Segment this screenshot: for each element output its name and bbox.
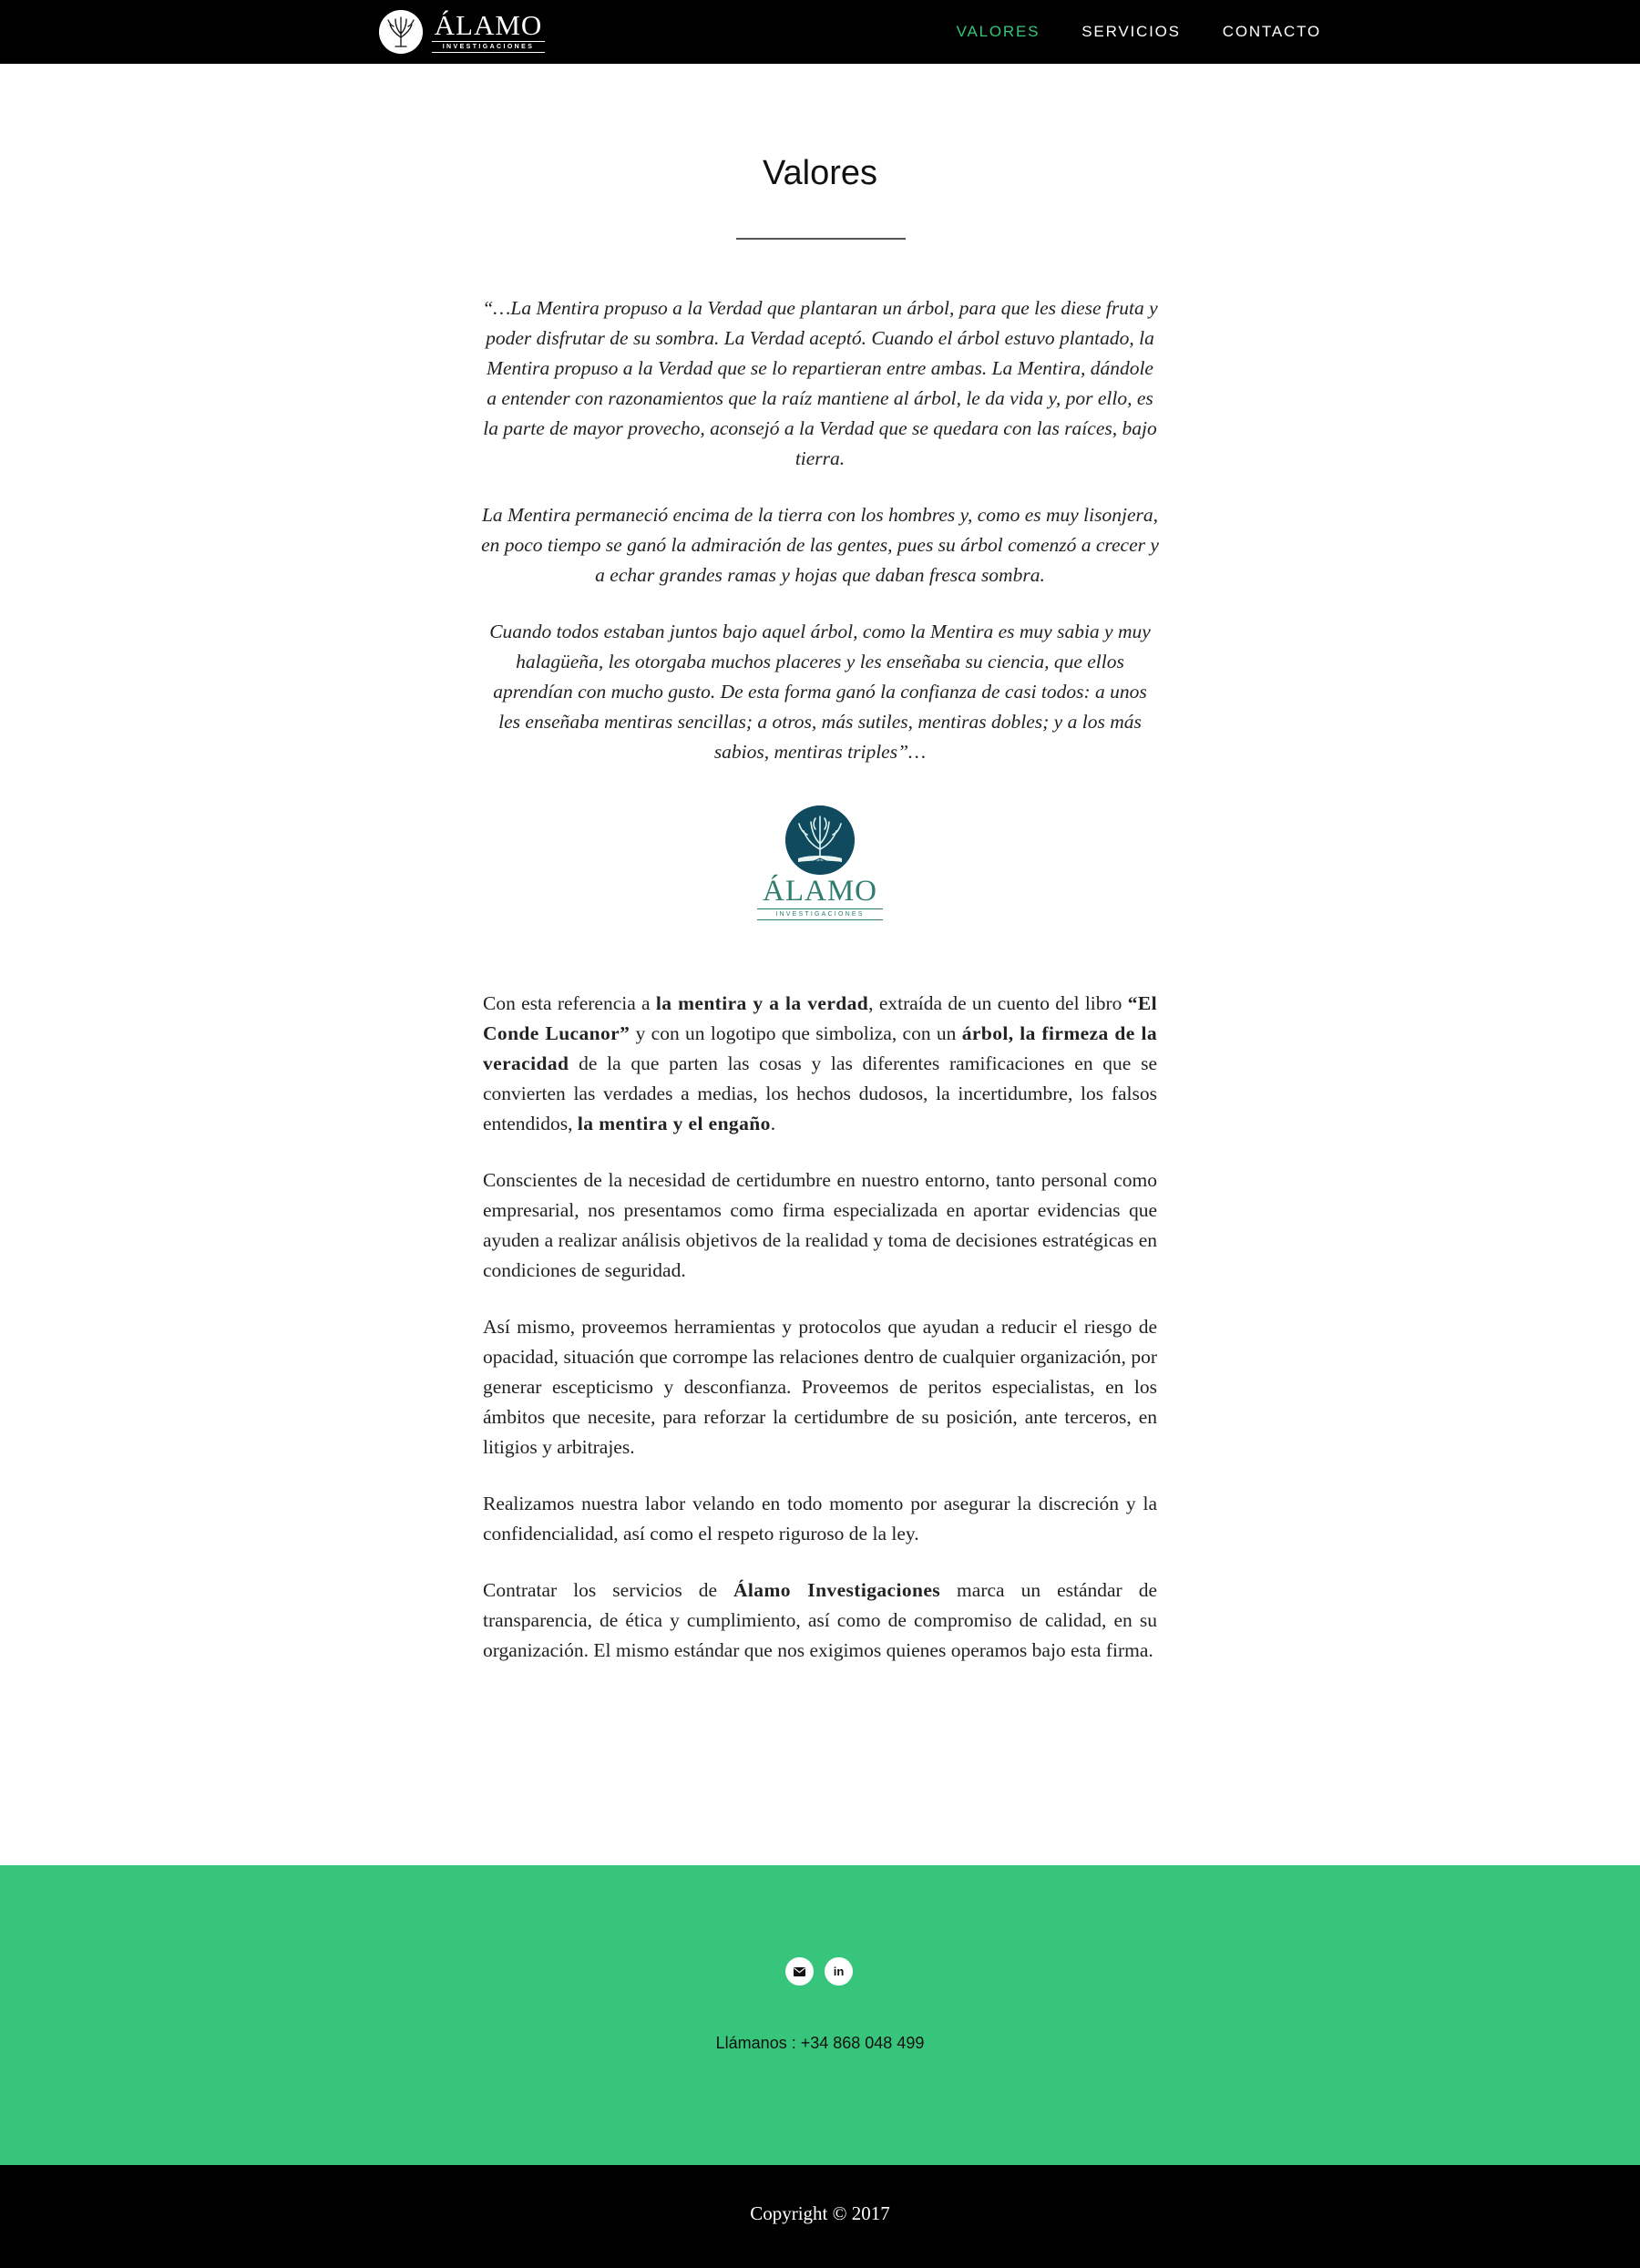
main-nav [915, 0, 1321, 64]
text-fragment: marca un estándar de transparencia, de ética y cumplimiento, así como de compromiso de calidad, en su organización. El mismo estándar que nos exigimos quienes operamos bajo esta firma. [483, 1579, 1157, 1661]
bold-fragment: “El Conde Lucanor” [483, 992, 1157, 1044]
center-logo-rule [757, 908, 883, 909]
body-paragraph-4: Realizamos nuestra labor velando en todo momento por asegurar la discreción y la confidencialidad, así como el respeto riguroso de la ley. [483, 1493, 1157, 1544]
linkedin-icon: in [833, 1965, 845, 1978]
center-logo-subtitle: INVESTIGACIONES [775, 911, 865, 918]
text-fragment: , extraída de un cuento del libro [868, 992, 1128, 1014]
brand-rule-bottom [432, 52, 545, 53]
brand-wordmark [432, 8, 545, 53]
mail-icon [794, 1967, 805, 1976]
text-fragment: . [770, 1113, 776, 1134]
quote-paragraph-3: Cuando todos estaban juntos bajo aquel árbol, como la Mentira es muy sabia y muy halagüeña, les otorgaba muchos placeres y les enseñaba su ciencia, que ellos aprendían con mucho gusto. De esta forma ganó la confianza de casi todos: a unos les enseñaba mentiras sencillas; a otros, más sutiles, mentiras dobles; y a los más sabios, mentiras triples”… [489, 621, 1151, 763]
text-fragment: Con esta referencia a [483, 992, 656, 1014]
center-logo-name: ÁLAMO [763, 875, 877, 908]
quote-paragraph-2: La Mentira permaneció encima de la tierra con los hombres y, como es muy lisonjera, en poco tiempo se ganó la admiración de las gentes, pues su árbol comenzó a crecer y a echar grandes ramas y hojas que daban fresca sombra. [481, 504, 1159, 586]
tree-emblem-icon [785, 806, 855, 875]
text-fragment: y con un logotipo que simboliza, con un [630, 1022, 962, 1044]
bold-fragment: Álamo Investigaciones [733, 1579, 941, 1601]
nav-item-servicios[interactable]: SERVICIOS [1081, 23, 1181, 40]
values-body [483, 989, 1157, 1692]
text-fragment: Contratar los servicios de [483, 1579, 733, 1601]
bold-fragment: la mentira y a la verdad [655, 992, 869, 1014]
quote-paragraph-1: “…La Mentira propuso a la Verdad que plantaran un árbol, para que les diese fruta y poder disfrutar de su sombra. La Verdad aceptó. Cuando el árbol estuvo plantado, la Mentira propuso a la Verdad que se lo repartieran entre ambas. La Mentira, dándole a entender con razonamientos que la raíz mantiene al árbol, le da vida y, por ello, es la parte de mayor provecho, aconsejó a la Verdad que se quedara con las raíces, bajo tierra. [482, 297, 1158, 469]
quote-block [481, 293, 1159, 794]
phone-contact: Llámanos : +34 868 048 499 [715, 2034, 925, 2052]
brand-subtitle: INVESTIGACIONES [442, 43, 535, 50]
center-logo [747, 806, 893, 933]
center-logo-rule-bottom [757, 919, 883, 920]
mail-link[interactable] [785, 1957, 814, 1986]
body-paragraph-5 [483, 1575, 1157, 1666]
bold-fragment: la mentira y el engaño [577, 1113, 771, 1134]
bold-fragment: árbol, la firmeza de la veracidad [483, 1022, 1157, 1074]
tree-logo-icon [379, 10, 423, 54]
title-divider [736, 238, 906, 240]
body-paragraph-3: Así mismo, proveemos herramientas y protocolos que ayudan a reducir el riesgo de opacidad, situación que corrompe las relaciones dentro de cualquier organización, por generar escepticismo y desconfianza. Proveemos de peritos especialistas, en los ámbitos que necesite, para reforzar la certidumbre de su posición, ante terceros, en litigios y arbitrajes. [483, 1316, 1157, 1458]
footer-contact-band [0, 1865, 1640, 2165]
brand-name: ÁLAMO [434, 8, 543, 41]
body-paragraph-2: Conscientes de la necesidad de certidumbre en nuestro entorno, tanto personal como empresarial, nos presentamos como firma especializada en aportar evidencias que ayuden a realizar análisis objetivos de la realidad y toma de decisiones estratégicas en condiciones de seguridad. [483, 1169, 1157, 1281]
site-header [0, 0, 1640, 64]
body-paragraph-1 [483, 989, 1157, 1139]
social-links [785, 1957, 864, 1986]
text-fragment: de la que parten las cosas y las diferentes ramificaciones en que se convierten las verdades a medias, los hechos dudosos, la incertidumbre, los falsos entendidos, [483, 1052, 1157, 1134]
copyright-text: Copyright © 2017 [750, 2202, 890, 2224]
page-title: Valores [762, 154, 878, 192]
nav-item-contacto[interactable]: CONTACTO [1222, 23, 1321, 40]
linkedin-link[interactable] [825, 1957, 853, 1986]
site-logo-link[interactable] [379, 7, 545, 56]
brand-rule [432, 41, 545, 42]
nav-item-valores[interactable]: VALORES [956, 23, 1040, 40]
